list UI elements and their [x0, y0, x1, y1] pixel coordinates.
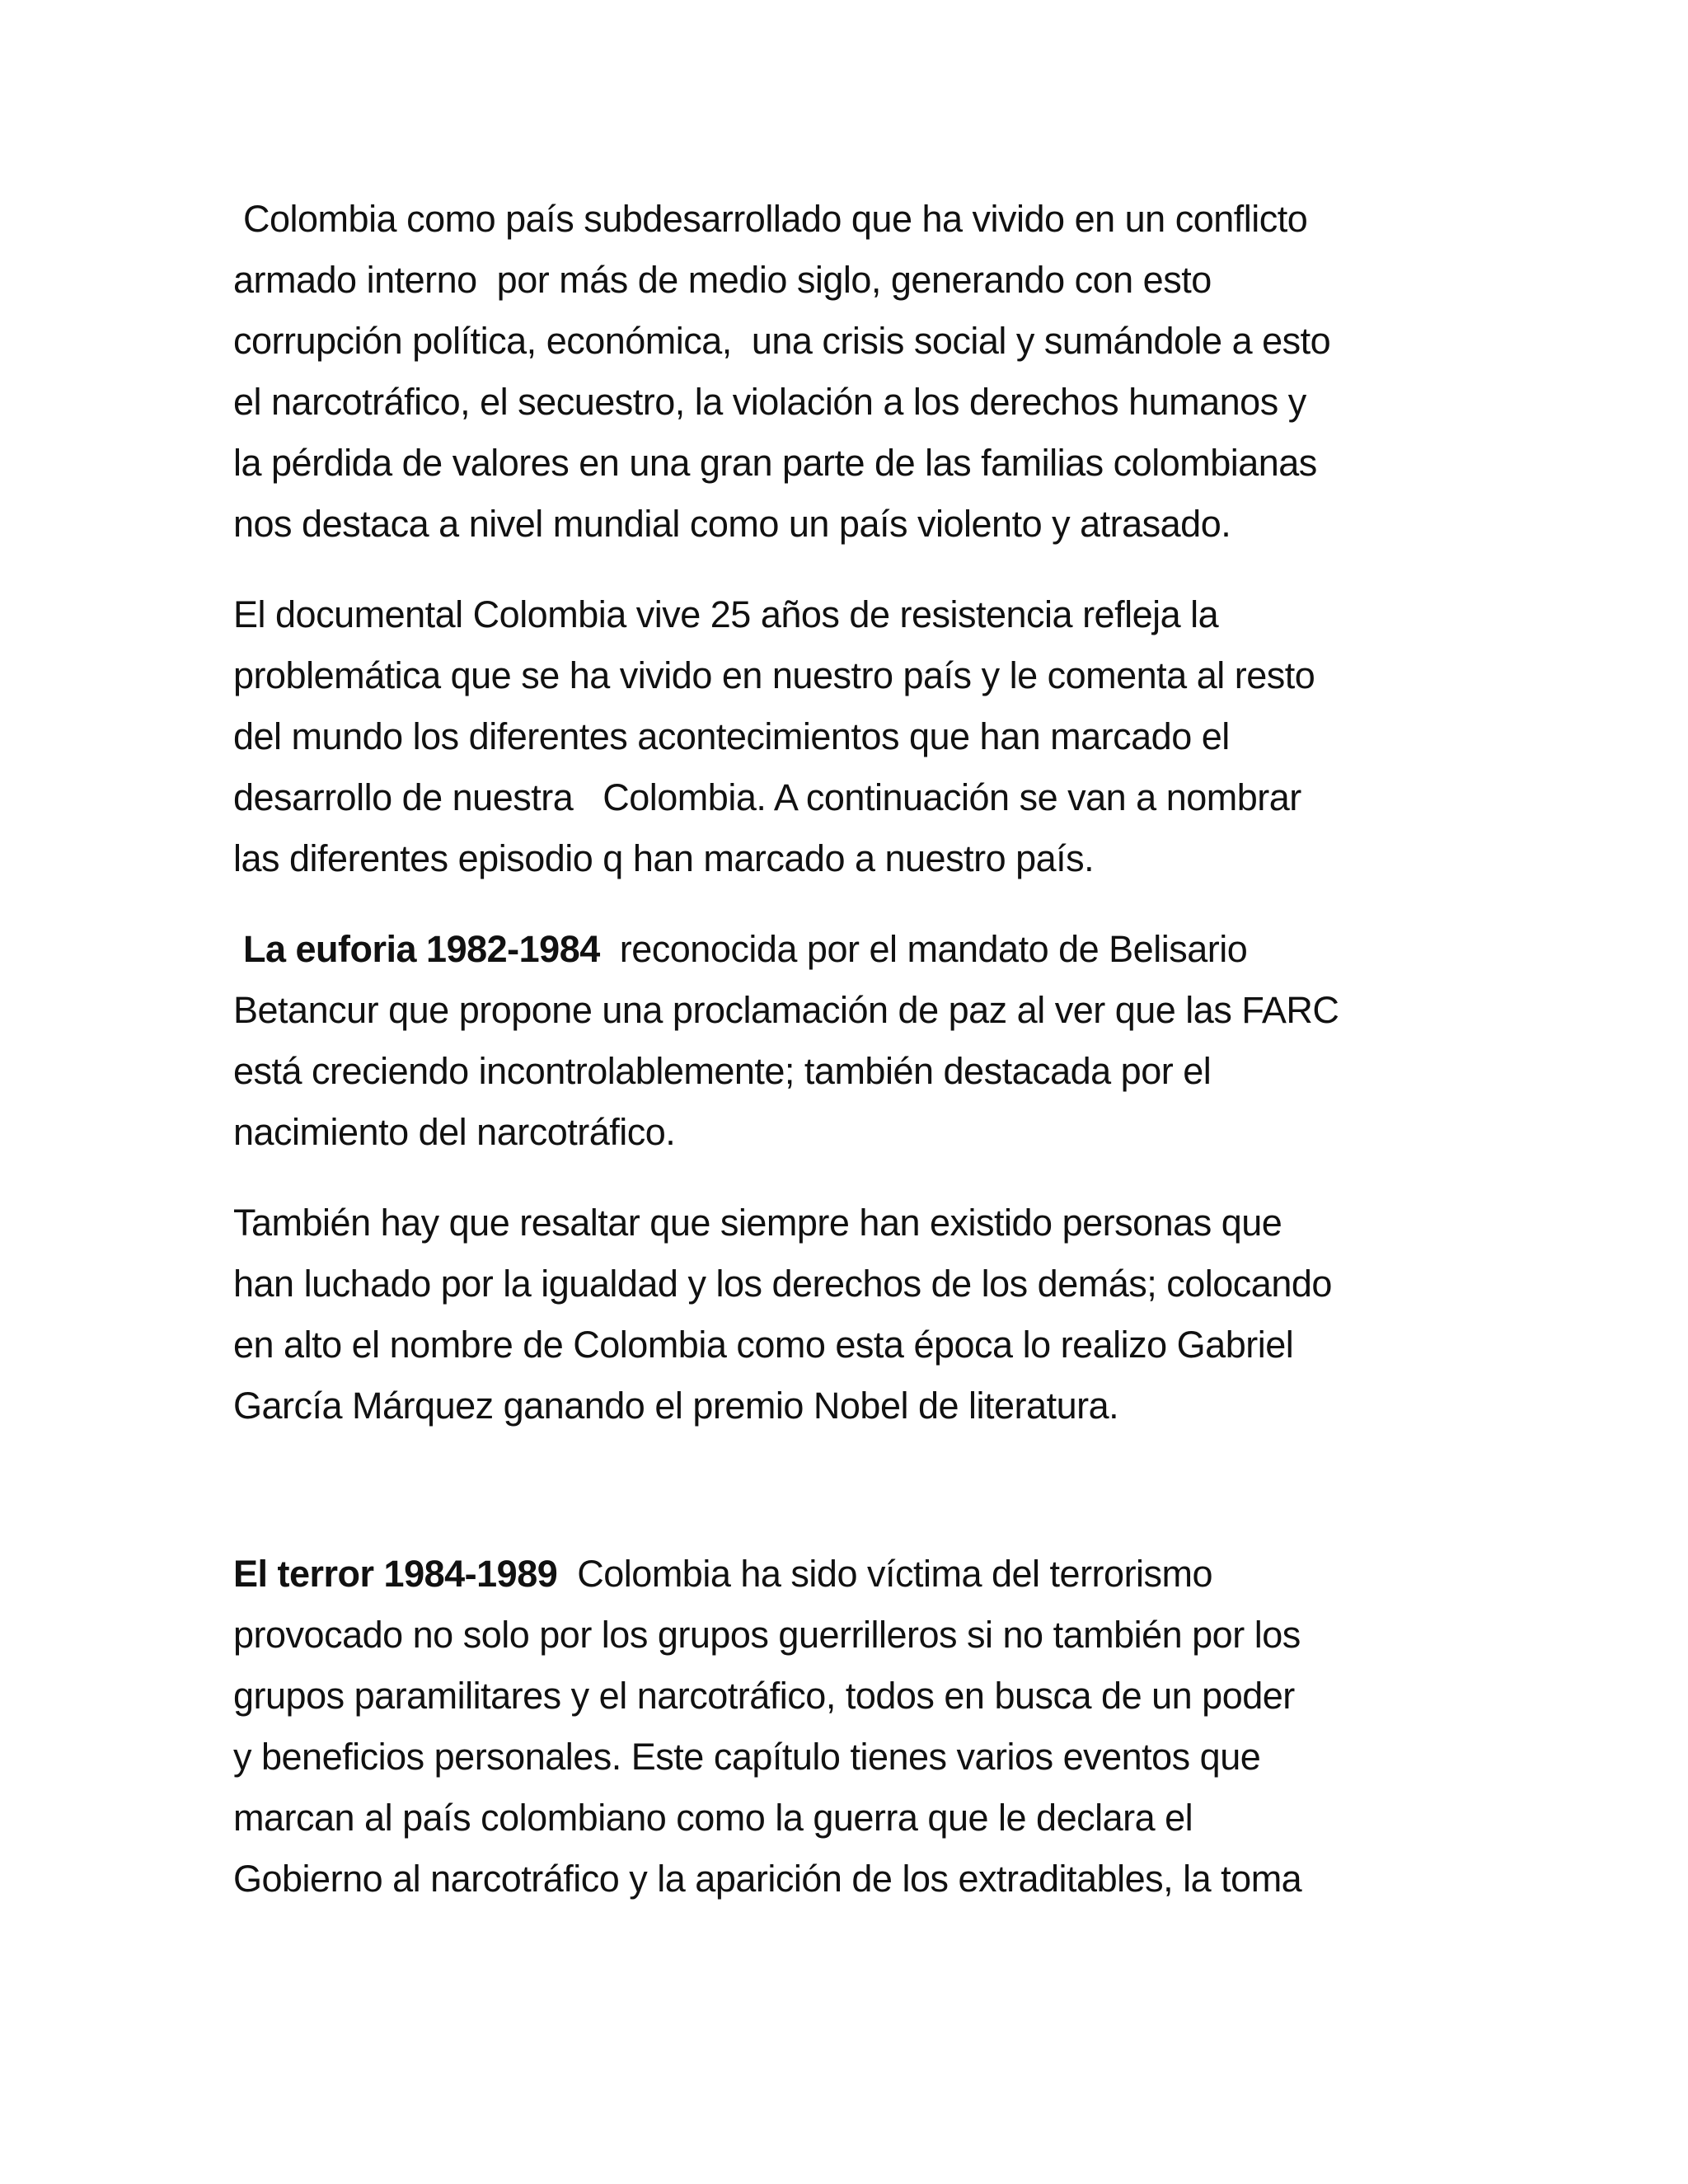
paragraph-5-line-5: marcan al país colombiano como la guerra que le declara el: [233, 1797, 1193, 1839]
paragraph-5-first-line-text: Colombia ha sido víctima del terrorismo: [557, 1553, 1213, 1595]
paragraph-2-line-4: desarrollo de nuestra Colombia. A continuación se van a nombrar: [233, 776, 1301, 818]
paragraph-5-line-3: grupos paramilitares y el narcotráfico, todos en busca de un poder: [233, 1675, 1295, 1717]
paragraph-4-line-2: han luchado por la igualdad y los derechos de los demás; colocando: [233, 1263, 1332, 1305]
paragraph-5-heading: El terror 1984-1989: [233, 1553, 558, 1595]
paragraph-1-line-1: Colombia como país subdesarrollado que ha vivido en un conflicto: [233, 198, 1308, 240]
paragraph-4-line-3: en alto el nombre de Colombia como esta época lo realizo Gabriel: [233, 1324, 1294, 1366]
paragraph-3-line-1: [233, 926, 1247, 972]
paragraph-2-line-3: del mundo los diferentes acontecimientos que han marcado el: [233, 715, 1230, 757]
paragraph-2-line-2: problemática que se ha vivido en nuestro país y le comenta al resto: [233, 654, 1315, 696]
paragraph-1-line-3: corrupción política, económica, una crisis social y sumándole a esto: [233, 320, 1331, 362]
paragraph-5-line-4: y beneficios personales. Este capítulo tienes varios eventos que: [233, 1736, 1261, 1778]
paragraph-1-line-6: nos destaca a nivel mundial como un país violento y atrasado.: [233, 503, 1231, 545]
paragraph-3-line-2: Betancur que propone una proclamación de paz al ver que las FARC: [233, 989, 1339, 1031]
paragraph-5-line-1: [233, 1551, 1212, 1597]
paragraph-3-heading: La euforia 1982-1984: [233, 928, 600, 970]
paragraph-3-line-3: está creciendo incontrolablemente; también destacada por el: [233, 1050, 1212, 1092]
paragraph-3-line-4: nacimiento del narcotráfico.: [233, 1111, 676, 1153]
paragraph-5-line-6: Gobierno al narcotráfico y la aparición de los extraditables, la toma: [233, 1858, 1302, 1900]
paragraph-4-line-1: También hay que resaltar que siempre han existido personas que: [233, 1202, 1282, 1244]
paragraph-2-line-1: El documental Colombia vive 25 años de resistencia refleja la: [233, 593, 1219, 635]
paragraph-1-line-4: el narcotráfico, el secuestro, la violación a los derechos humanos y: [233, 381, 1306, 423]
paragraph-3-first-line-text: reconocida por el mandato de Belisario: [599, 928, 1248, 970]
paragraph-1-line-5: la pérdida de valores en una gran parte de las familias colombianas: [233, 442, 1317, 484]
paragraph-2-line-5: las diferentes episodio q han marcado a nuestro país.: [233, 837, 1095, 879]
paragraph-5-line-2: provocado no solo por los grupos guerrilleros si no también por los: [233, 1614, 1301, 1656]
paragraph-4-line-4: García Márquez ganando el premio Nobel de literatura.: [233, 1385, 1119, 1427]
paragraph-1-line-2: armado interno por más de medio siglo, generando con esto: [233, 259, 1212, 301]
